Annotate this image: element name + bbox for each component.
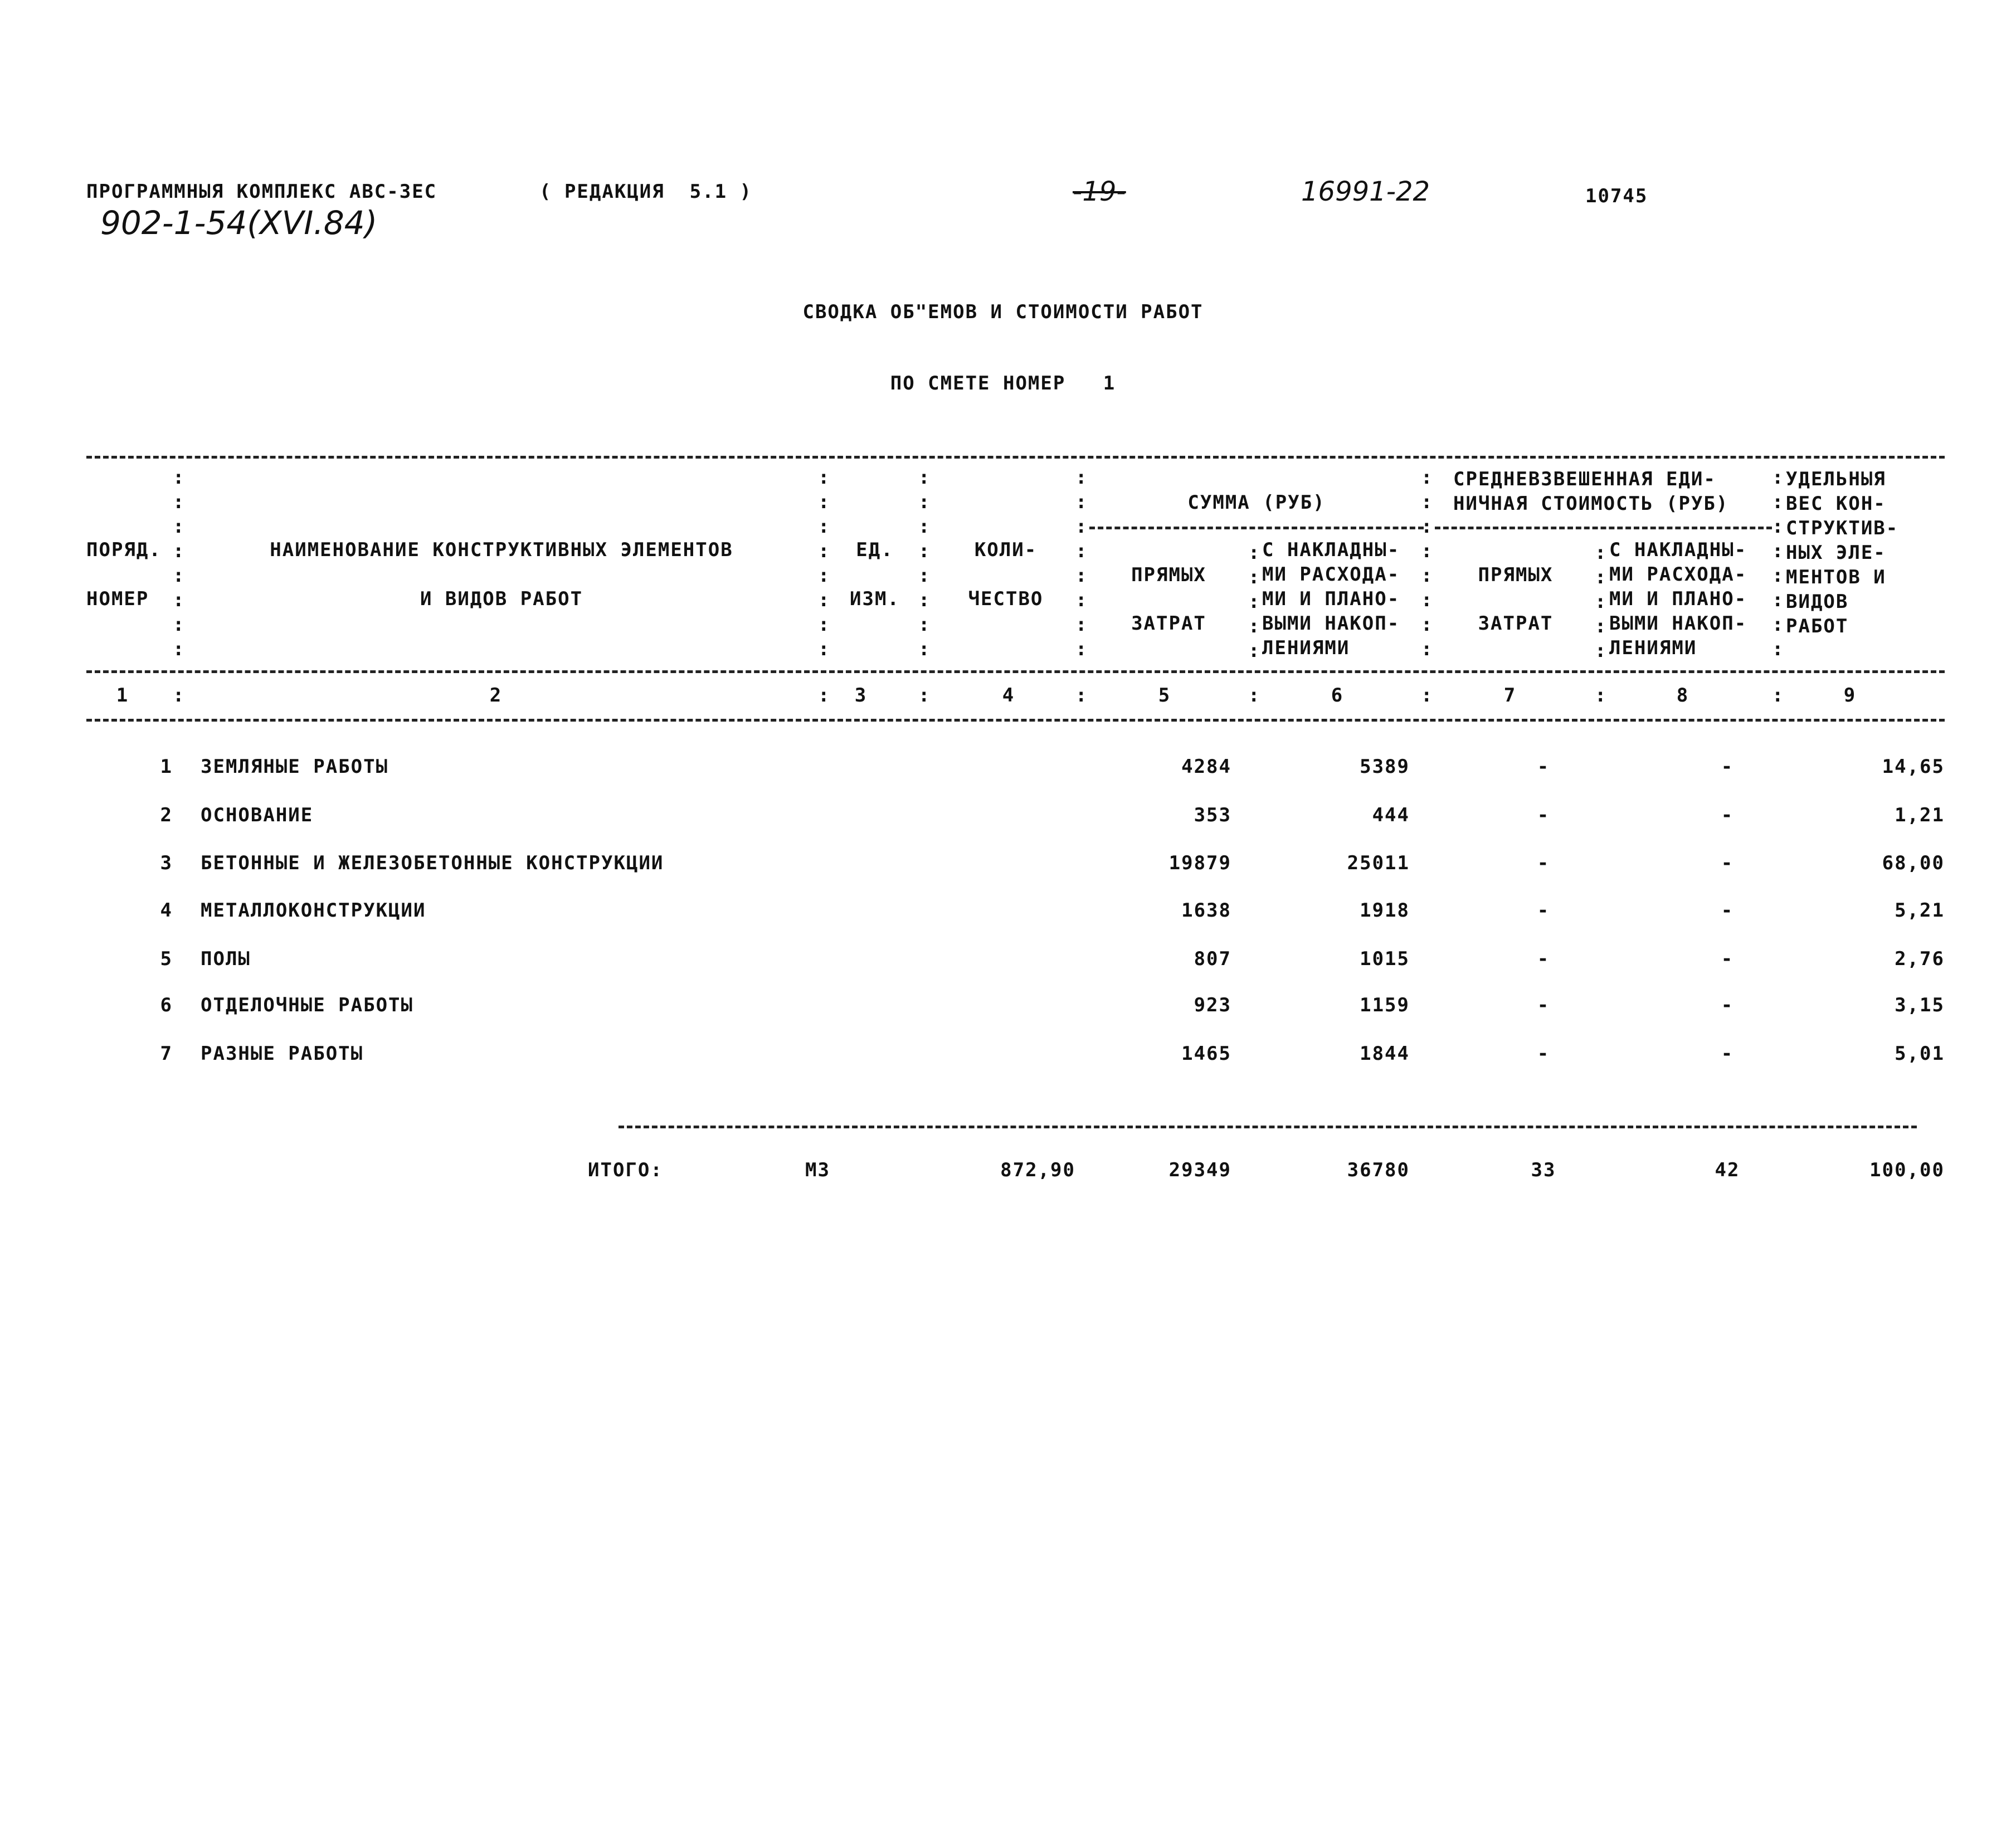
row-avg-direct: - (1537, 852, 1550, 874)
col-number-8: 8 (1676, 684, 1689, 707)
row-direct: 353 (1194, 804, 1231, 826)
total-direct: 29349 (1168, 1159, 1231, 1181)
col1-header-line1: ПОРЯД. (86, 539, 162, 561)
table-row (0, 898, 2016, 932)
edition: ( РЕДАКЦИЯ 5.1 ) (539, 181, 752, 203)
col-separator: : : : : : (1595, 542, 1606, 662)
col4-header-line1: КОЛИ- (974, 539, 1038, 561)
weight-header-line2: ВЕС КОН- (1786, 493, 1886, 515)
col-number-9: 9 (1843, 684, 1857, 707)
col-separator: : (1595, 684, 1606, 707)
row-number: 2 (160, 804, 173, 826)
row-avg-direct: - (1537, 899, 1550, 922)
row-weight: 3,15 (1895, 994, 1945, 1016)
row-number: 6 (160, 994, 173, 1016)
total-rule (619, 1126, 1917, 1128)
row-name: МЕТАЛЛОКОНСТРУКЦИИ (201, 899, 426, 922)
avg-overhead-header-line1: С НАКЛАДНЫ- (1609, 539, 1747, 561)
row-weight: 5,21 (1895, 899, 1945, 922)
sum-group-header: СУММА (РУБ) (1187, 491, 1326, 514)
doc-code: 16991-22 (1301, 176, 1430, 207)
row-number: 3 (160, 852, 173, 874)
total-label: ИТОГО: (588, 1159, 663, 1181)
total-row (0, 1158, 2016, 1191)
row-name: РАЗНЫЕ РАБОТЫ (201, 1043, 364, 1065)
col-number-1: 1 (116, 684, 129, 707)
weight-header-line3: СТРУКТИВ- (1786, 517, 1899, 539)
row-number: 4 (160, 899, 173, 922)
row-weight: 1,21 (1895, 804, 1945, 826)
col3-header-line2: ИЗМ. (850, 588, 900, 610)
col-separator: : : : : : : : : (1772, 466, 1784, 660)
row-number: 5 (160, 948, 173, 970)
row-direct: 1465 (1181, 1043, 1231, 1065)
row-avg-overhead: - (1721, 1043, 1734, 1065)
avg-group-rule (1435, 527, 1772, 529)
sum-group-rule (1089, 527, 1424, 529)
col-separator: : : : : : : : : (1421, 466, 1433, 660)
row-number: 1 (160, 756, 173, 778)
row-name: ЗЕМЛЯНЫЕ РАБОТЫ (201, 756, 389, 778)
avg-direct-header-line1: ПРЯМЫХ (1478, 564, 1554, 586)
col-separator: : (818, 684, 830, 707)
page-number: -19- (1073, 176, 1126, 207)
row-overhead: 1159 (1360, 994, 1410, 1016)
col1-header-line2: НОМЕР (86, 588, 149, 610)
program-name: ПРОГРАММНЫЯ КОМПЛЕКС АВС-ЗЕС (86, 181, 437, 203)
row-overhead: 5389 (1360, 756, 1410, 778)
row-name: ОТДЕЛОЧНЫЕ РАБОТЫ (201, 994, 413, 1016)
table-top-rule (86, 456, 1945, 459)
total-quantity: 872,90 (1000, 1159, 1075, 1181)
report-subtitle: ПО СМЕТЕ НОМЕР 1 (890, 372, 1116, 395)
row-overhead: 25011 (1347, 852, 1410, 874)
table-row (0, 947, 2016, 980)
row-avg-direct: - (1537, 756, 1550, 778)
row-avg-overhead: - (1721, 899, 1734, 922)
row-avg-overhead: - (1721, 994, 1734, 1016)
row-avg-overhead: - (1721, 756, 1734, 778)
row-avg-direct: - (1537, 804, 1550, 826)
overhead-header-line4: ВЫМИ НАКОП- (1262, 612, 1400, 635)
total-weight: 100,00 (1869, 1159, 1945, 1181)
col-separator: : : : : : : : : (918, 466, 930, 660)
overhead-header-line2: МИ РАСХОДА- (1262, 563, 1400, 586)
col-separator: : : : : : (1248, 542, 1260, 662)
code-number: 10745 (1585, 185, 1648, 207)
col-number-6: 6 (1331, 684, 1344, 707)
avg-overhead-header-line5: ЛЕНИЯМИ (1609, 637, 1697, 659)
row-avg-direct: - (1537, 948, 1550, 970)
row-overhead: 1844 (1360, 1043, 1410, 1065)
avg-group-header-line2: НИЧНАЯ СТОИМОСТЬ (РУБ) (1453, 493, 1729, 515)
col-separator: : : : : : : : : (1075, 466, 1087, 660)
col-separator: : : : : : : : : (818, 466, 830, 660)
table-row (0, 803, 2016, 836)
col-separator: : (1421, 684, 1433, 707)
row-weight: 68,00 (1882, 852, 1945, 874)
weight-header-line1: УДЕЛЬНЫЯ (1786, 468, 1886, 490)
row-avg-overhead: - (1721, 804, 1734, 826)
row-avg-overhead: - (1721, 852, 1734, 874)
col-separator: : (1075, 684, 1087, 707)
avg-direct-header-line2: ЗАТРАТ (1478, 612, 1554, 635)
report-title: СВОДКА ОБ"ЕМОВ И СТОИМОСТИ РАБОТ (802, 301, 1204, 323)
row-weight: 14,65 (1882, 756, 1945, 778)
col2-header-line2: И ВИДОВ РАБОТ (420, 588, 583, 610)
table-row (0, 1041, 2016, 1075)
direct-header-line1: ПРЯМЫХ (1131, 564, 1206, 586)
overhead-header-line3: МИ И ПЛАНО- (1262, 588, 1400, 610)
row-name: ОСНОВАНИЕ (201, 804, 314, 826)
col2-header-line1: НАИМЕНОВАНИЕ КОНСТРУКТИВНЫХ ЭЛЕМЕНТОВ (270, 539, 733, 561)
col-number-2: 2 (489, 684, 503, 707)
row-weight: 5,01 (1895, 1043, 1945, 1065)
row-direct: 4284 (1181, 756, 1231, 778)
total-avg-direct: 33 (1531, 1159, 1556, 1181)
table-row (0, 993, 2016, 1026)
col3-header-line1: ЕД. (856, 539, 894, 561)
table-row (0, 851, 2016, 884)
total-overhead: 36780 (1347, 1159, 1410, 1181)
header-bottom-rule (86, 670, 1945, 673)
avg-overhead-header-line3: МИ И ПЛАНО- (1609, 588, 1747, 610)
table-row (0, 754, 2016, 788)
total-unit: М3 (805, 1159, 830, 1181)
weight-header-line4: НЫХ ЭЛЕ- (1786, 542, 1886, 564)
overhead-header-line1: С НАКЛАДНЫ- (1262, 539, 1400, 561)
row-avg-direct: - (1537, 994, 1550, 1016)
avg-overhead-header-line4: ВЫМИ НАКОП- (1609, 612, 1747, 635)
row-overhead: 444 (1372, 804, 1410, 826)
row-number: 7 (160, 1043, 173, 1065)
col-separator: : : : : : : : : (173, 466, 184, 660)
weight-header-line5: МЕНТОВ И (1786, 566, 1886, 588)
col-number-4: 4 (1002, 684, 1015, 707)
col-number-5: 5 (1158, 684, 1171, 707)
row-name: БЕТОННЫЕ И ЖЕЛЕЗОБЕТОННЫЕ КОНСТРУКЦИИ (201, 852, 664, 874)
avg-group-header-line1: СРЕДНЕВЗВЕШЕННАЯ ЕДИ- (1453, 468, 1716, 490)
col-separator: : (173, 684, 184, 707)
numbers-bottom-rule (86, 719, 1945, 722)
row-overhead: 1015 (1360, 948, 1410, 970)
handwritten-ref: 902-1-54(XVI.84) (100, 204, 378, 242)
row-direct: 807 (1194, 948, 1231, 970)
row-avg-direct: - (1537, 1043, 1550, 1065)
row-weight: 2,76 (1895, 948, 1945, 970)
weight-header-line6: ВИДОВ (1786, 591, 1849, 613)
col4-header-line2: ЧЕСТВО (968, 588, 1044, 610)
row-avg-overhead: - (1721, 948, 1734, 970)
row-direct: 923 (1194, 994, 1231, 1016)
row-direct: 19879 (1168, 852, 1231, 874)
row-direct: 1638 (1181, 899, 1231, 922)
row-overhead: 1918 (1360, 899, 1410, 922)
col-number-7: 7 (1503, 684, 1517, 707)
col-separator: : (918, 684, 930, 707)
col-separator: : (1248, 684, 1260, 707)
avg-overhead-header-line2: МИ РАСХОДА- (1609, 563, 1747, 586)
weight-header-line7: РАБОТ (1786, 615, 1849, 637)
direct-header-line2: ЗАТРАТ (1131, 612, 1206, 635)
col-separator: : (1772, 684, 1784, 707)
col-number-3: 3 (854, 684, 868, 707)
total-avg-overhead: 42 (1715, 1159, 1740, 1181)
overhead-header-line5: ЛЕНИЯМИ (1262, 637, 1350, 659)
row-name: ПОЛЫ (201, 948, 251, 970)
